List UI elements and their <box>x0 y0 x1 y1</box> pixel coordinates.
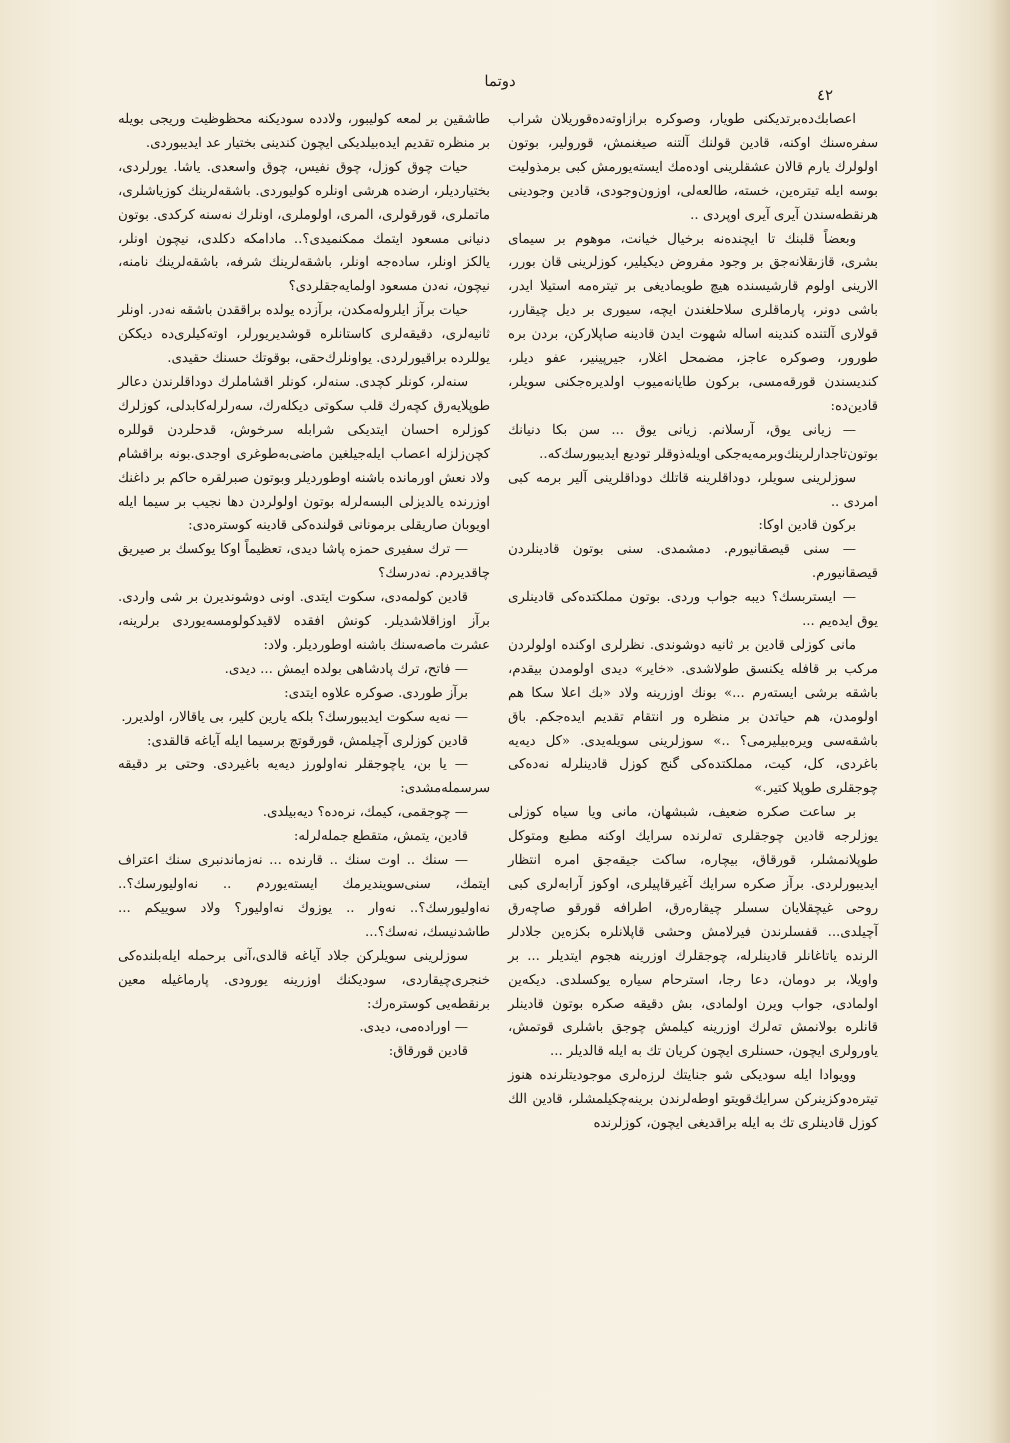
paragraph: — سنك .. اوت سنك .. قارندە ... نەزماندنبری سنك اعتراف ایتمك، سنی‌سویندیرمك ایستەیوردم .. نەاولیورسك؟.. نەاولیورسك؟.. نەوار .. یوزوك نەاولیور؟ ولاد سوییكم ... طاشدنیسك، نەسك؟... <box>118 853 490 940</box>
left-column <box>118 108 490 1064</box>
paragraph: قادین قورقاق: <box>388 1044 468 1060</box>
paragraph: — سنی قیصقانیورم. دمشمدی. سنی بوتون قادینلردن قیصقانیورم. <box>508 542 878 582</box>
paragraph: قادین كوزلری آچیلمش، قورقوتچ برسیما ایلە آیاغە قالقدی: <box>146 733 468 749</box>
paragraph: قادین كولمەدی، سكوت ایتدی. اونی دوشوندیرن بر شی واردی. برآز اوزاقلاشدیلر. كونش افقدە لاقیدكولومسەیوردی برلرینە، عشرت ماصەسنك باشنە اوطوردیلر. ولاد: <box>118 590 490 653</box>
paragraph: حیات برآز ایلرولەمكدن، برآزدە یولدە براققدن باشقە نەدر. اونلر ثانیەلری، دقیقەلری كاستانلرە قوشدیریورلر، اوتەكیلری‌دە دیككن یوللردە براقیورلردی. یواونلرك‌حقی، بوقوتك حسنك حقیدی. <box>118 303 490 367</box>
page-number: ٤٢ <box>816 86 834 104</box>
right-column <box>508 108 878 1136</box>
paragraph: قادین، یتمش، متقطع جملەلرلە: <box>293 829 468 845</box>
paragraph: برآز طوردی. صوكرە علاوە ایتدی: <box>284 685 468 701</box>
paragraph: — ترك سفیری حمزە پاشا دیدی، تعظیماً اوكا یوكسك بر صیریق چاقدیردم. نەدرسك؟ <box>118 542 490 582</box>
paragraph: — ایستربسك؟ دیبە جواب وردی. بوتون مملكتدەكی قادینلری یوق ایدەیم ... <box>508 590 878 630</box>
paragraph: — زیانی یوق، آرسلانم. زیانی یوق ... سن بكا دنیانك بوتون‌تاجدارلرینك‌وبرمەیەجكی اویلەذوقلر تودیع ایدیبورسك‌كە.. <box>508 422 878 462</box>
paragraph: اعصابك‌دەبرتدیكنی طویار، وصوكرە برازاوتەدەقوریلان شراب سفرەسنك اوكنە، قادین قولنك آلتنە صیغنمش، قورولیر، بوتون اولولرك یارم قالان عشقلرینی اودەمك ایستەیورمش كبی برمذولیت بوسە ایلە تیترەین، خستە، طالعەلی، اوزون‌وجودی، قادین وجودینی هرنقطەسندن آیری آیری اوپردی .. <box>508 112 878 223</box>
paragraph: بركون قادین اوكا: <box>758 518 856 534</box>
paragraph: — یا بن، یاچوجقلر نەاولورز دیەیە باغیردی. وحتی بر دقیقە سرسملەمشدی: <box>118 757 490 797</box>
paragraph: — فاتح، ترك پادشاهی بولدە ایمش ... دیدی. <box>224 661 468 677</box>
paragraph: حیات چوق كوزل، چوق نفیس، چوق واسعدی. یاشا. یورلردی، بختیاردیلر، ارضدە هرشی اونلرە كولیوردی. باشقەلرینك كوزیاشلری، ماتملری، قورقولری، المری، اولوملری، اونلرك نەسنە كركدی. بوتون دنیانی مسعود ایتمك ممكنمیدی؟.. مادامكە دكلدی، نیچون اونلر، یالكز اونلر، سادەجە اونلر، باشقەلرینك شرفە، باشقەلرینك نامنە، نیچون، نەدن مسعود اولمایەجقلردی؟ <box>118 159 490 295</box>
paragraph: مانی كوزلی قادین بر ثانیە دوشوندی. نظرلری اوكندە اولولردن مركب بر قافلە یكنسق طولاشدی. «خایر» دیدی اولومدن بیقدم، باشقە برشی ایستەرم ...» بونك اوزرینە ولاد «بك اعلا سكا هم اولومدن، هم حیاتدن بر منظرە ور انتقام تقدیم ایدەجكم. باق باشقەسی ویرەبیلیرمی؟ ..» سوزلرینی سویلەیدی. «كل دیەیە باغردی، كل، كیت، مملكتدەكی گنج كوزل قادینلرلە نەدەكی چوجقلری طوپلا كتیر.» <box>508 637 878 797</box>
page-header <box>0 72 1010 102</box>
paragraph: — نەیە سكوت ایدیبورسك؟ بلكە یارین كلیر، بی یاقالار، اولدیرر. <box>121 709 468 725</box>
paragraph: سنەلر، كونلر كچدی. سنەلر، كونلر اقشاملرك دوداقلرندن دعالر طوپلایەرق كچەرك قلب سكوتی دیكلەرك، سەرلرلەكابدلی، كوزلرك كوزلرە احسان ایتدیكی شرابلە سرخوش، قدحلردن قوللرە كچن‌زلزلە اعصاب ایلەجیلغین ماضی‌بەطوغری اوجدی.بونە براقشام ولاد نعش اورماندە باشنە اوطوردیلر وبوتون صبرلقرە حاكم بر داغنك اوزرندە یالدیزلی البسەلرلە بوتون اولولردن دها نجیب بر سیما ایلە اویوبان صاریقلی برمونانی قولندەكی قادینە كوسترەدی: <box>118 374 490 534</box>
running-title: دوتما <box>484 72 516 90</box>
paragraph: سوزلرینی سویلركن جلاد آیاغە قالدی،آنی برحملە ایلەبلندەكی خنجری‌چیقاردی، سودیكنك اوزرینە یورودی. پارماغیلە معین برنقطەیی كوسترەرك: <box>118 948 490 1012</box>
paragraph: طاشقین بر لمعە كولیبور، ولاددە سودیكنە محظوظیت وریجی بویلە بر منظرە تقدیم ایدەبیلدیكی ایچون كندینی بختیار عد ایدیبوردی. <box>118 112 490 151</box>
paragraph: وویوادا ایلە سودیكی شو جنایتك لرزەلری موجودیتلرندە هنوز تیترەدوكزینركن سرایك‌قویتو اوطەلرندن برینەچكیلمشلر، قادین الك كوزل قادینلری تك بە ایلە براقدیغی ایچون، كوزلرندە <box>508 1068 878 1132</box>
page-fold-shadow <box>988 0 1010 1443</box>
paragraph: وبعضاً قلبنك تا ایچندەنە برخیال خیانت، موهوم بر سیمای بشری، قازىقلانەجق بر وجود مفروض دیكیلیر، كوزلرینی قان بورر، الارینی اولوم قارشیسندە هیچ طویمادیغی بر تیترەمە استیلا ایدر، باشی دونر، پارماقلری سلاحلغندن ایچە، سیوری بر دیل چیقارر، قولاری آلتندە كندینە اسالە شهوت ایدن قادینە صاپلاركن، بردن برە طورور، وصوكرە عاجز، مضمحل اغلار، جیرپینیر، عفو دیلر، كندیسندن قورقەمسی، بركون طایانەمیوب اولدیرەجكنی سویلر، قادین‌دە: <box>508 231 878 414</box>
paragraph: — اوراده‌می، دیدی. <box>359 1020 468 1036</box>
paragraph: سوزلرینی سویلر، دوداقلرینە قاتلك دوداقلرینی آلیر برمە كبی امردی .. <box>508 470 878 510</box>
paragraph: — چوجقمی، كیمك، نرەدە؟ دیەبیلدی. <box>262 805 468 821</box>
paragraph: بر ساعت صكرە ضعیف، شبشهان، مانی ویا سیاه كوزلی یوزلرجە قادین چوجقلری تەلرندە سرایك اوكنە مطبع ومتوكل طوپلانمشلر، قورقاق، بیچارە، ساكت جیقەجق امرە انتظار ایدیبورلردی. برآز صكرە سرایك آغیرقاپیلری، اوكوز آرابەلری كبی روحی غیچقلایان سسلر چیقارەرق، اطرافە قورقو صاچەرق آچیلدی... قفسلرندن فیرلامش وحشی قاپلانلرە بكزەین جلادلر الرندە یاتاغانلر قادینلرلە، چوجقلرك اوزرینە هجوم ایتدیلر ... بر واویلا، بر دومان، دعا رجا، استرحام سیارە یوكسلدی. دیكەین اولمادی، جواب ویرن اولمادی، بش دقیقە صكرە بوتون قادینلر قانلرە بولانمش تەلرك اوزرینە كیلمش چوجق باشلری قوتمش، یاورولری ایچون، حسنلری ایچون كریان تك بە ایلە قالدیلر ... <box>508 805 878 1060</box>
